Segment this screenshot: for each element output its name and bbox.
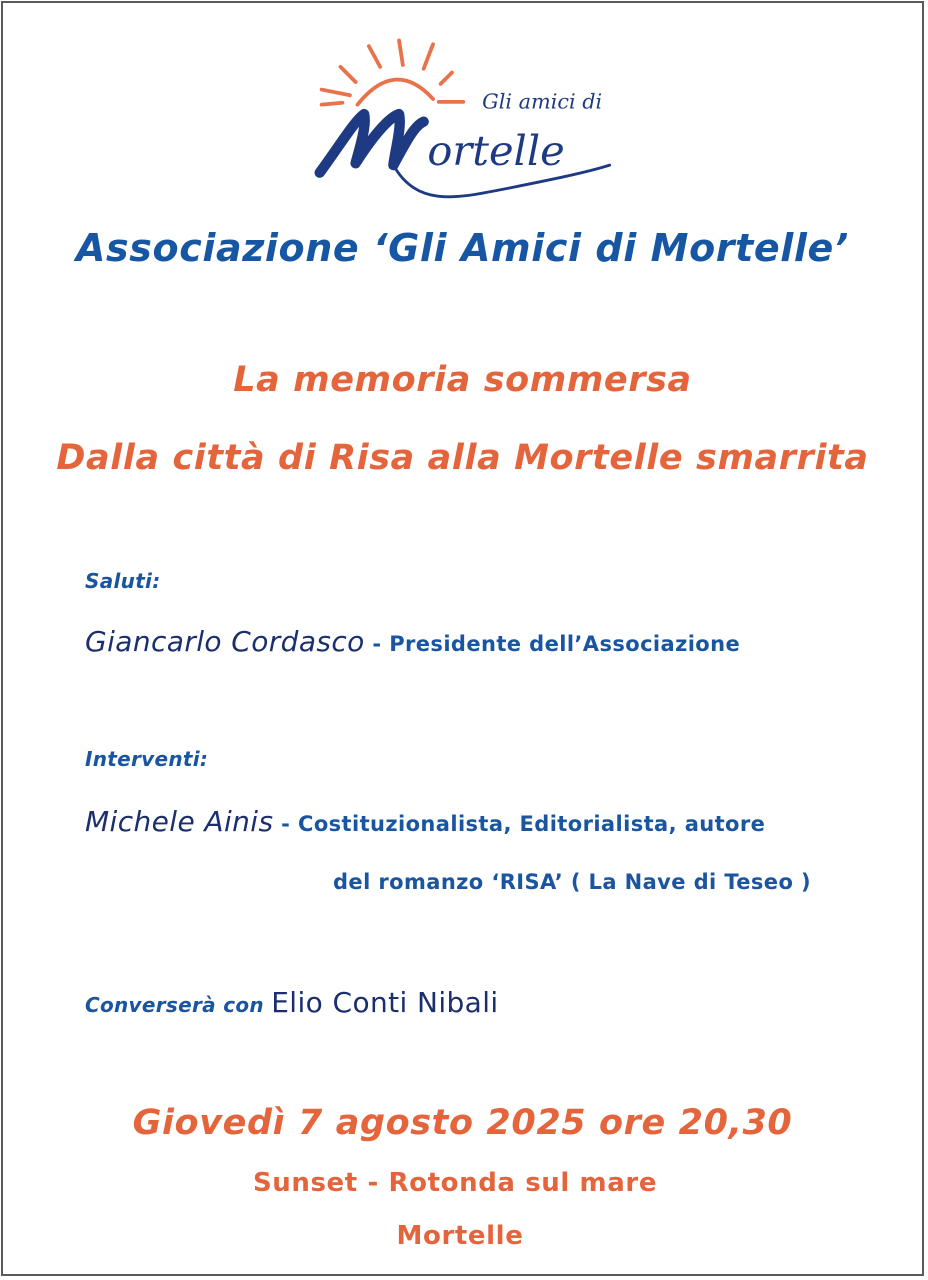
event-place: Mortelle <box>396 1221 524 1251</box>
moderator-name: Elio Conti Nibali <box>271 986 499 1019</box>
speaker-role: - Presidente dell’Associazione <box>364 632 741 656</box>
association-title: Associazione ‘Gli Amici di Mortelle’ <box>76 226 849 270</box>
conversation-label: Converserà con <box>85 993 272 1017</box>
speaker-role: - Costituzionalista, Editorialista, autore <box>273 812 766 836</box>
event-subtitle: Dalla città di Risa alla Mortelle smarrita <box>56 438 869 478</box>
conversation-line <box>85 986 499 1019</box>
association-logo <box>308 31 628 201</box>
talks-label: Interventi: <box>85 747 209 771</box>
speaker-role-continued: del romanzo ‘RISA’ ( La Nave di Teseo ) <box>333 870 811 894</box>
event-date-time: Giovedì 7 agosto 2025 ore 20,30 <box>132 1103 793 1143</box>
talks-speaker <box>85 805 765 838</box>
event-venue: Sunset - Rotonda sul mare <box>252 1168 658 1198</box>
greetings-speaker <box>85 625 740 658</box>
sun-logo-icon <box>308 31 628 201</box>
svg-text:Gli amici di: Gli amici di <box>482 89 603 114</box>
poster-page <box>1 1 924 1276</box>
greetings-label: Saluti: <box>85 569 161 593</box>
event-title: La memoria sommersa <box>233 360 692 400</box>
speaker-name: Giancarlo Cordasco <box>85 625 365 658</box>
svg-text:ortelle: ortelle <box>427 126 565 176</box>
speaker-name: Michele Ainis <box>85 805 274 838</box>
